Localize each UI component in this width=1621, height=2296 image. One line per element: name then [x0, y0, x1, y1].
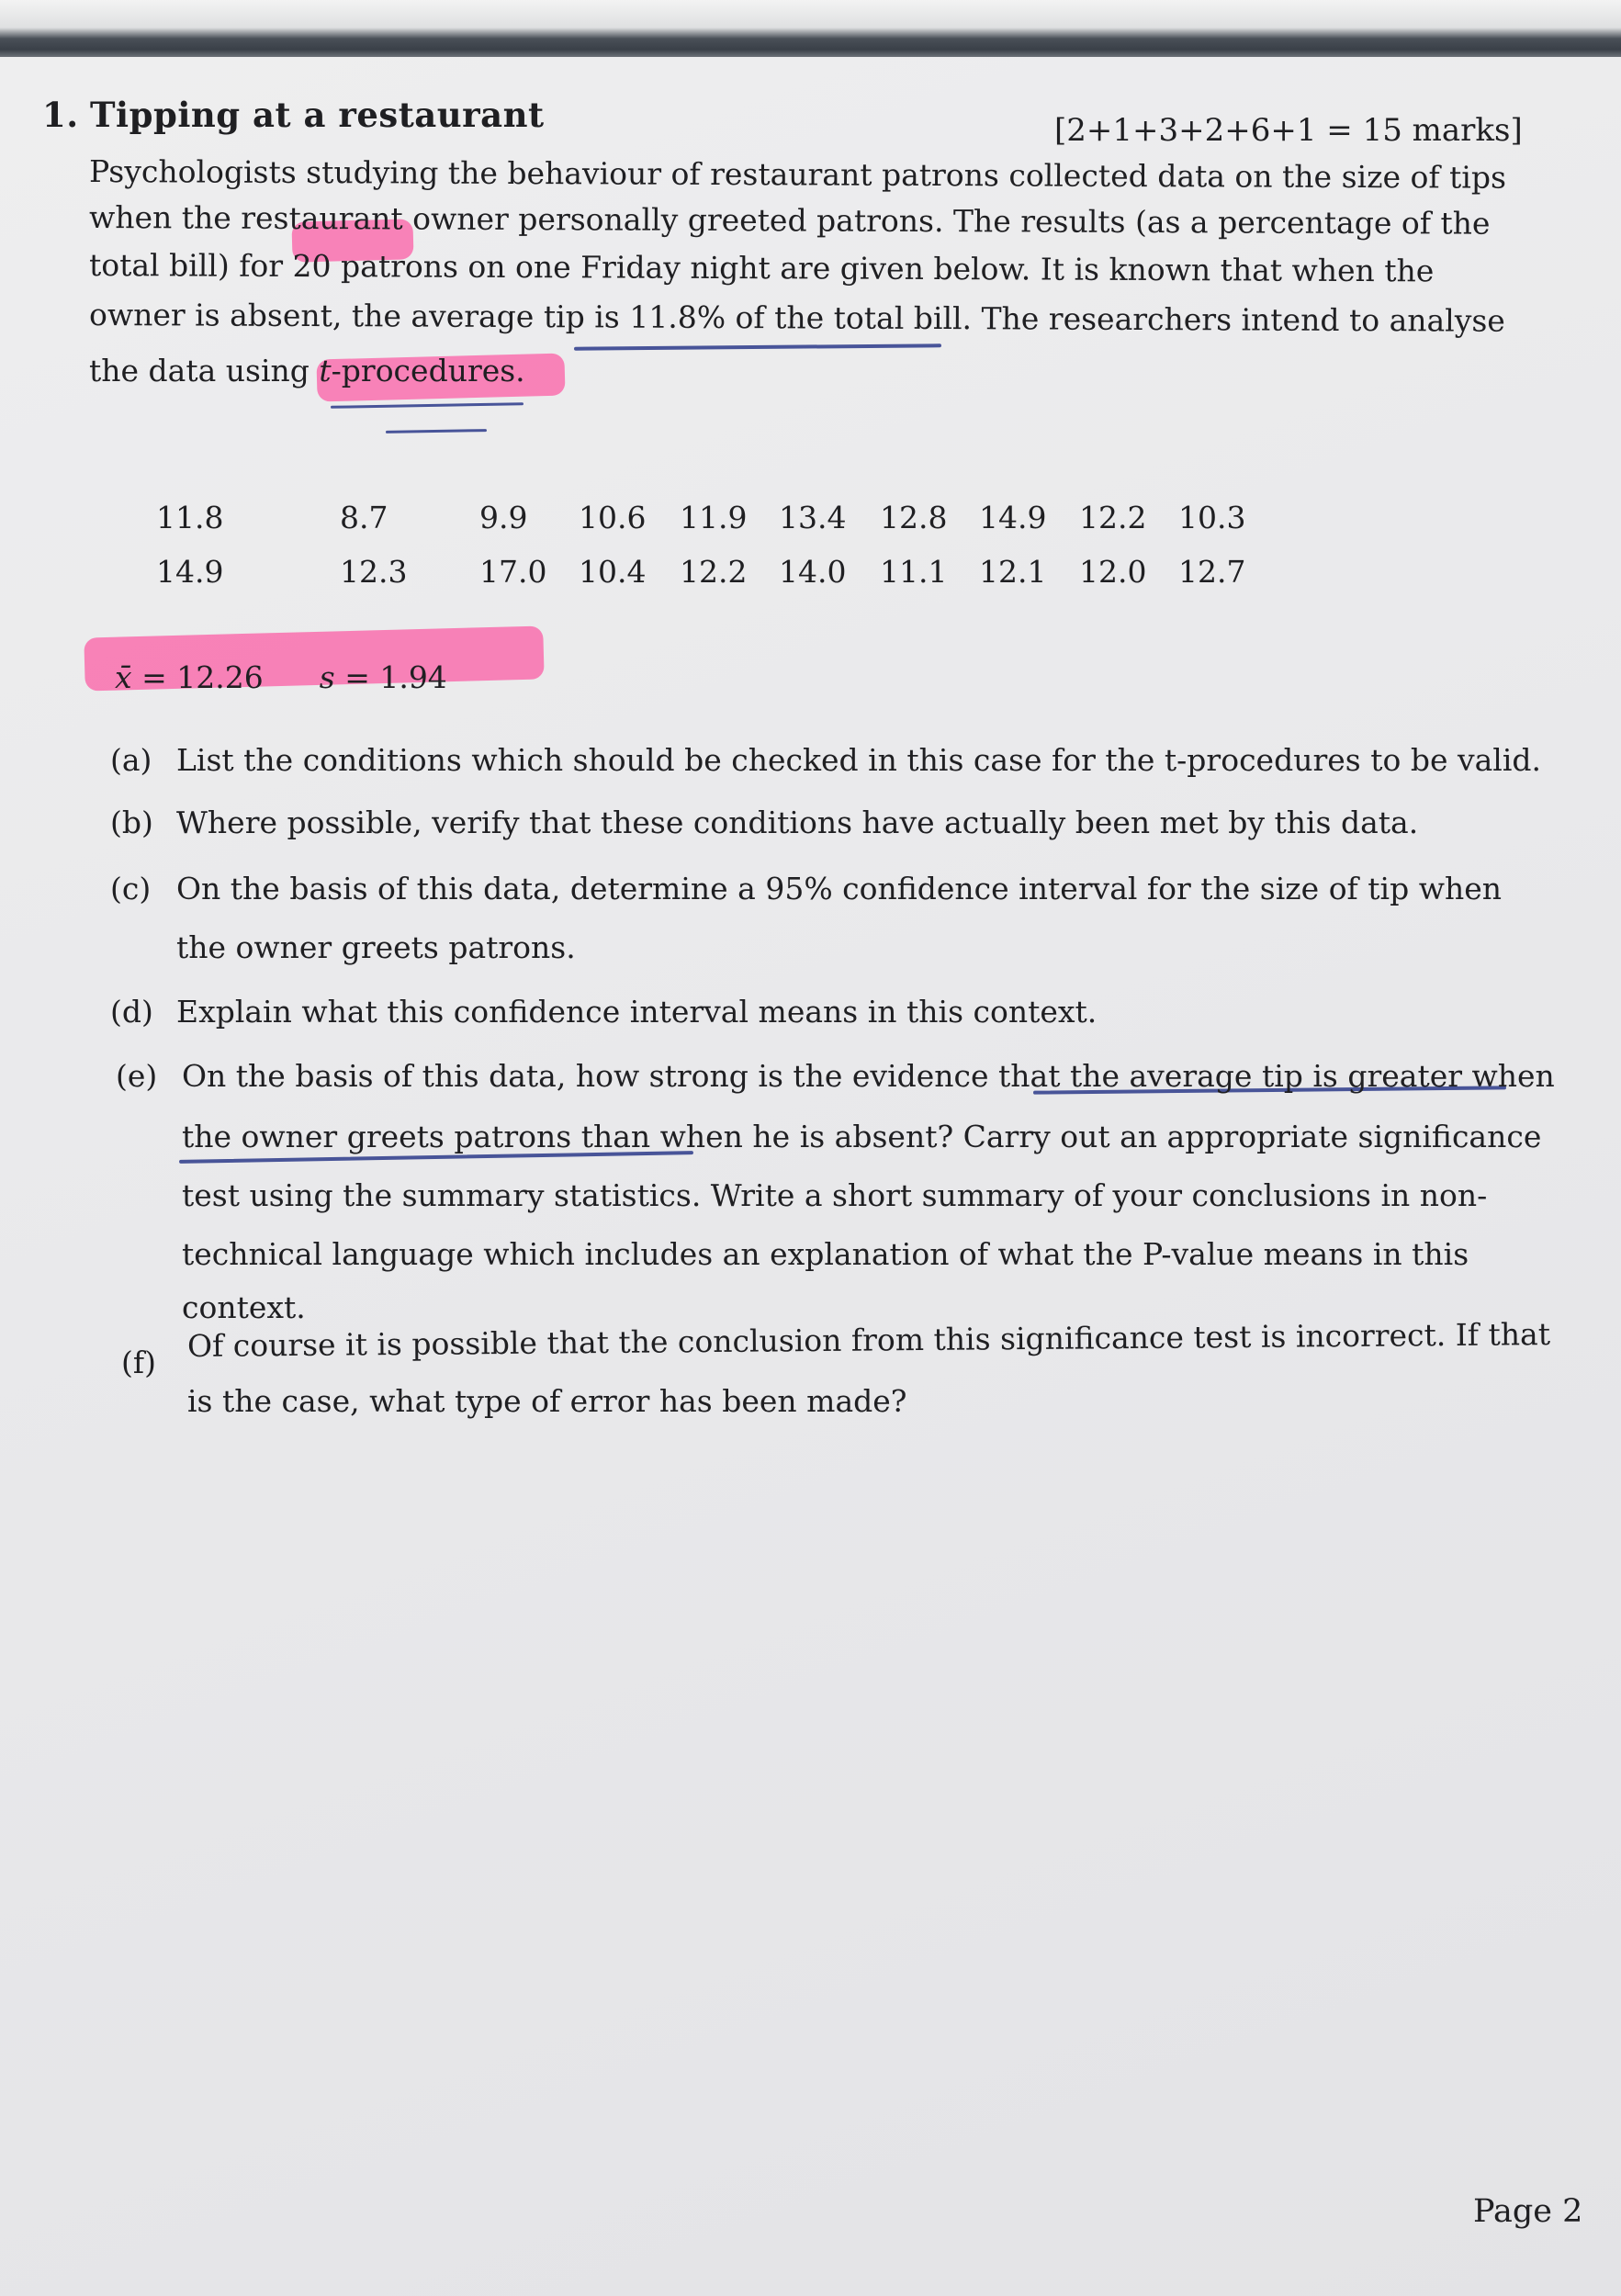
part-b-text: Where possible, verify that these conditions have actually been met by this data. — [176, 805, 1419, 840]
data-cell: 10.3 — [1178, 500, 1246, 535]
data-cell: 10.4 — [579, 554, 647, 590]
part-b-label: (b) — [110, 805, 153, 840]
part-c-label: (c) — [110, 871, 152, 906]
sd-value: = 1.94 — [344, 659, 447, 695]
sd-symbol: s — [319, 659, 335, 695]
part-e-label: (e) — [116, 1058, 158, 1094]
summary-stats — [115, 659, 447, 695]
data-cell: 9.9 — [479, 500, 528, 535]
part-c-text-1: On the basis of this data, determine a 95% confidence interval for the size of tip when — [176, 871, 1502, 906]
part-e-text-4: technical language which includes an explanation of what the P-value means in this — [182, 1236, 1469, 1272]
data-cell: 12.8 — [880, 500, 948, 535]
mean-value: = 12.26 — [141, 659, 264, 695]
mean-symbol: x̄ — [115, 659, 132, 695]
part-f-text-1: Of course it is possible that the conclusion from this significance test is incorrect. If that — [186, 1316, 1551, 1364]
data-cell: 14.0 — [779, 554, 847, 590]
intro-line-1: Psychologists studying the behaviour of restaurant patrons collected data on the size of tips — [88, 153, 1507, 196]
data-cell: 12.1 — [979, 554, 1047, 590]
intro-line-2: when the restaurant owner personally greeted patrons. The results (as a percentage of the — [88, 199, 1491, 242]
data-cell: 8.7 — [340, 500, 388, 535]
data-cell: 17.0 — [479, 554, 547, 590]
part-d-text: Explain what this confidence interval means in this context. — [176, 994, 1098, 1030]
part-a-text: List the conditions which should be checked in this case for the t-procedures to be valid. — [176, 742, 1541, 778]
part-a-label: (a) — [110, 742, 152, 778]
data-cell: 12.7 — [1178, 554, 1246, 590]
data-cell: 12.2 — [1079, 500, 1147, 535]
intro-line-5-prefix: the data using — [89, 353, 320, 388]
part-e-text-1: On the basis of this data, how strong is the evidence that the average tip is greater when — [182, 1058, 1555, 1094]
part-e-text-2: the owner greets patrons than when he is absent? Carry out an appropriate significance — [182, 1119, 1542, 1154]
part-d-label: (d) — [110, 994, 153, 1030]
data-cell: 11.1 — [880, 554, 948, 590]
part-f-label: (f) — [121, 1345, 156, 1380]
data-cell: 12.0 — [1079, 554, 1147, 590]
intro-line-4: owner is absent, the average tip is 11.8% of the total bill. The researchers intend to analyse — [88, 297, 1505, 339]
data-cell: 11.9 — [680, 500, 748, 535]
data-cell: 12.3 — [340, 554, 408, 590]
intro-line-3: total bill) for 20 patrons on one Friday night are given below. It is known that when the — [88, 247, 1435, 289]
page-number: Page 2 — [1473, 2193, 1583, 2230]
part-e-text-3: test using the summary statistics. Write a short summary of your conclusions in non- — [182, 1177, 1488, 1213]
data-cell: 13.4 — [779, 500, 847, 535]
data-cell: 14.9 — [156, 554, 224, 590]
part-f-text-2: is the case, what type of error has been made? — [187, 1383, 907, 1419]
question-number: 1. — [42, 95, 79, 135]
data-cell: 11.8 — [156, 500, 224, 535]
question-title: Tipping at a restaurant — [90, 95, 545, 135]
intro-line-5-suffix: -procedures. — [331, 353, 525, 388]
part-c-text-2: the owner greets patrons. — [176, 929, 576, 965]
marks-allocation: [2+1+3+2+6+1 = 15 marks] — [1054, 112, 1523, 149]
intro-line-5 — [89, 349, 525, 393]
data-cell: 10.6 — [579, 500, 647, 535]
photo-top-edge — [0, 0, 1621, 57]
data-cell: 14.9 — [979, 500, 1047, 535]
intro-t-italic: t — [319, 353, 332, 388]
data-cell: 12.2 — [680, 554, 748, 590]
part-e-text-5: context. — [182, 1289, 306, 1325]
